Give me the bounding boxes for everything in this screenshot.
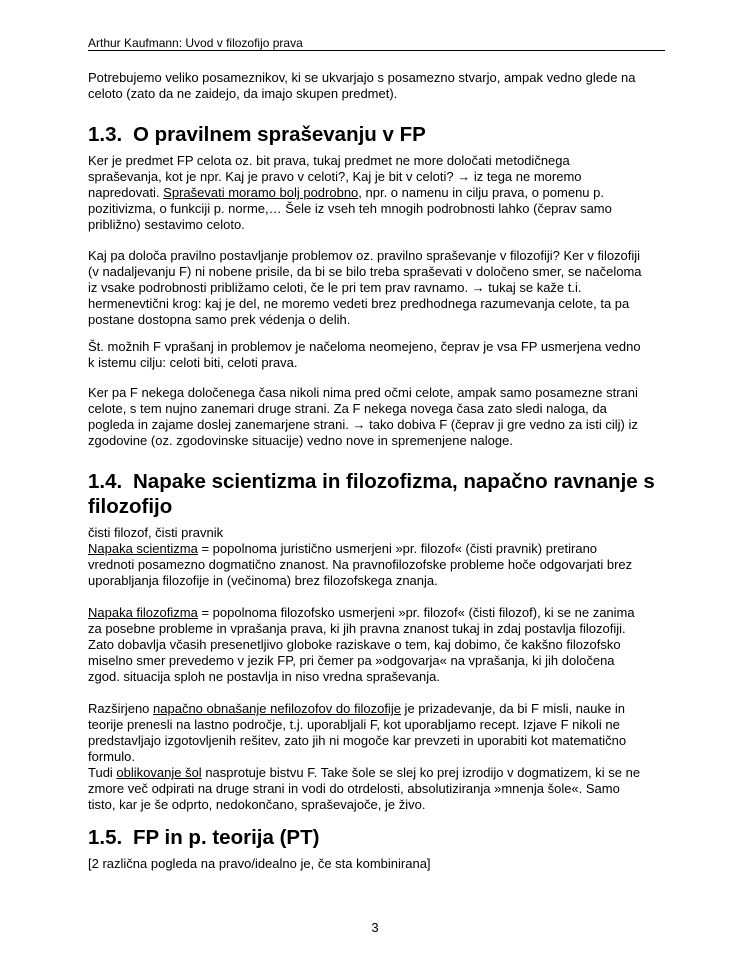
paragraph: [88, 385, 678, 449]
text-line: [88, 669, 678, 685]
text-segment: iz vsake podrobnosti približamo celoti, če le pri tem prav ravnamo. → tukaj se kaže t.i.: [88, 280, 582, 295]
heading-text: O pravilnem spraševanju v FP: [133, 123, 426, 146]
text-line: [88, 296, 678, 312]
text-line: [88, 185, 678, 201]
paragraph: [88, 248, 678, 328]
text-line: [88, 525, 678, 541]
text-segment: uporabljanja filozofije in (večinoma) brez filozofskega znanja.: [88, 573, 438, 588]
section-heading-1-5: [88, 825, 319, 850]
text-segment: teorije prenesli na lastno področje, t.j. uporabljali F, kot uporabljamo recept. Izjave F nikoli ne: [88, 717, 620, 732]
section-heading-1-4: [88, 469, 655, 519]
text-segment: Ker je predmet FP celota oz. bit prava, tukaj predmet ne more določati metodičnega: [88, 153, 570, 168]
text-segment: celote, s tem nujno zanemari druge strani. Za F nekega novega časa zato sledi naloga, da: [88, 401, 607, 416]
text-line: [88, 201, 678, 217]
text-segment: formulo.: [88, 749, 135, 764]
text-line: [88, 433, 678, 449]
text-segment: Tudi: [88, 765, 117, 780]
text-segment: Potrebujemo veliko posameznikov, ki se ukvarjajo s posamezno stvarjo, ampak vedno glede na: [88, 70, 636, 85]
text-line: [88, 701, 678, 717]
text-segment: zgod. situacija sploh ne postavlja in niso vredna spraševanja.: [88, 669, 440, 684]
text-segment: (v nadaljevanju F) ni nobene prisile, da bi se bilo treba spraševati v določeno smer, se načeloma: [88, 264, 642, 279]
text-segment: za posebne probleme in vprašanja prava, ki jih pravna znanost tukaj in zdaj postavlja filozofiji.: [88, 621, 626, 636]
text-segment: Razširjeno: [88, 701, 154, 716]
text-line: [88, 749, 678, 765]
text-segment: k istemu cilju: celoti biti, celoti prava.: [88, 355, 298, 370]
text-line: [88, 557, 678, 573]
text-segment: spraševanja, kot je npr. Kaj je pravo v celoti?, Kaj je bit v celoti? → iz tega ne moremo: [88, 169, 582, 184]
text-line: [88, 417, 678, 433]
text-segment: zgodovine (oz. zgodovinske situacije) vedno nove in spremenjene naloge.: [88, 433, 513, 448]
text-segment: miselno smer prevedemo v jezik FP, pri čemer pa »odgovarja« na vprašanja, ki jih določena: [88, 653, 615, 668]
text-segment: celoto (zato da ne zaidejo, da imajo skupen predmet).: [88, 86, 398, 101]
text-line: [88, 733, 678, 749]
text-line: [88, 797, 678, 813]
paragraph: [88, 701, 678, 813]
text-segment: zmore več odpirati na druge strani in vodi do otrdelosti, absolutiziranja »mnenja šole«. Samo: [88, 781, 620, 796]
text-line: [88, 70, 678, 86]
text-segment: = popolnoma filozofsko usmerjeni »pr. filozof« (čisti filozof), ki se ne zanima: [197, 605, 635, 620]
underlined-text: Napaka filozofizma: [88, 605, 198, 620]
text-line: [88, 637, 678, 653]
text-line: [88, 280, 678, 296]
text-segment: Št. možnih F vprašanj in problemov je načeloma neomejeno, čeprav je vsa FP usmerjena vedno: [88, 339, 641, 354]
underlined-text: Spraševati moramo bolj podrobno: [163, 185, 359, 200]
text-segment: , npr. o namenu in cilju prava, o pomenu p.: [358, 185, 604, 200]
underlined-text: napačno obnašanje nefilozofov do filozofije: [153, 701, 401, 716]
text-line: [88, 248, 678, 264]
text-line: [88, 573, 678, 589]
text-segment: Zato dobavlja včasih presenetljivo globoke raziskave o tem, kaj dobimo, če kakšno filozofsko: [88, 637, 621, 652]
paragraph: [88, 70, 678, 102]
text-line: [88, 605, 678, 621]
text-segment: Ker pa F nekega določenega časa nikoli nima pred očmi celote, ampak samo posamezne strani: [88, 385, 638, 400]
text-line: [88, 264, 678, 280]
heading-number: 1.3.: [88, 123, 123, 146]
paragraph: [88, 856, 678, 872]
paragraph: [88, 339, 678, 371]
heading-number: 1.5.: [88, 826, 123, 849]
text-segment: = popolnoma juristično usmerjeni »pr. filozof« (čisti pravnik) pretirano: [197, 541, 598, 556]
text-line: [88, 781, 678, 797]
paragraph: [88, 153, 678, 233]
text-segment: predstavljajo izgotovljenih rešitev, zato jih ni mogoče kar prevzeti in uporabiti kot matematično: [88, 733, 627, 748]
section-heading-1-3: [88, 122, 426, 147]
text-line: [88, 621, 678, 637]
text-line: [88, 153, 678, 169]
text-segment: hermenevtični krog: kaj je del, ne moremo vedeti brez predhodnega razumevanja celote, ta pa: [88, 296, 630, 311]
page-number: 3: [371, 920, 379, 935]
heading-text: filozofijo: [88, 495, 173, 518]
text-segment: nasprotuje bistvu F. Take šole se slej ko prej izrodijo v dogmatizem, ki se ne: [201, 765, 641, 780]
running-header: Arthur Kaufmann: Uvod v filozofijo prava: [88, 36, 303, 50]
text-line: [88, 86, 678, 102]
paragraph: [88, 605, 678, 685]
text-line: [88, 169, 678, 185]
text-segment: pogleda in zajame doslej zanemarjene strani. → tako dobiva F (čeprav ji gre vedno za isti cilj) iz: [88, 417, 638, 432]
text-segment: tisto, kar je še odprto, nedokončano, spraševajoče, je živo.: [88, 797, 426, 812]
paragraph: [88, 525, 678, 589]
text-line: [88, 339, 678, 355]
text-segment: napredovati.: [88, 185, 164, 200]
text-line: [88, 217, 678, 233]
text-segment: Kaj pa določa pravilno postavljanje problemov oz. pravilno spraševanje v filozofiji? Ker v filozofiji: [88, 248, 641, 263]
heading-text: FP in p. teorija (PT): [133, 826, 320, 849]
text-line: [88, 355, 678, 371]
text-segment: je prizadevanje, da bi F misli, nauke in: [400, 701, 625, 716]
text-segment: pozitivizma, o funkciji p. norme,… Šele iz vseh teh mnogih podrobnosti lahko (čeprav samo: [88, 201, 612, 216]
text-line: [88, 856, 678, 872]
text-line: [88, 541, 678, 557]
heading-number: 1.4.: [88, 470, 123, 493]
underlined-text: Napaka scientizma: [88, 541, 198, 556]
text-line: [88, 385, 678, 401]
text-segment: postane dostopna samo prek védenja o delih.: [88, 312, 351, 327]
text-segment: [2 različna pogleda na pravo/idealno je, če sta kombinirana]: [88, 856, 431, 871]
text-segment: približno) sestavimo celoto.: [88, 217, 245, 232]
text-line: [88, 401, 678, 417]
text-line: [88, 312, 678, 328]
text-segment: vrednoti posamezno dogmatično znanost. Na pravnofilozofske probleme hoče odgovarjati brez: [88, 557, 633, 572]
text-line: [88, 653, 678, 669]
text-line: [88, 765, 678, 781]
text-line: [88, 717, 678, 733]
underlined-text: oblikovanje šol: [116, 765, 202, 780]
header-rule: [88, 50, 665, 51]
text-segment: čisti filozof, čisti pravnik: [88, 525, 224, 540]
heading-text: Napake scientizma in filozofizma, napačno ravnanje s: [133, 470, 655, 493]
